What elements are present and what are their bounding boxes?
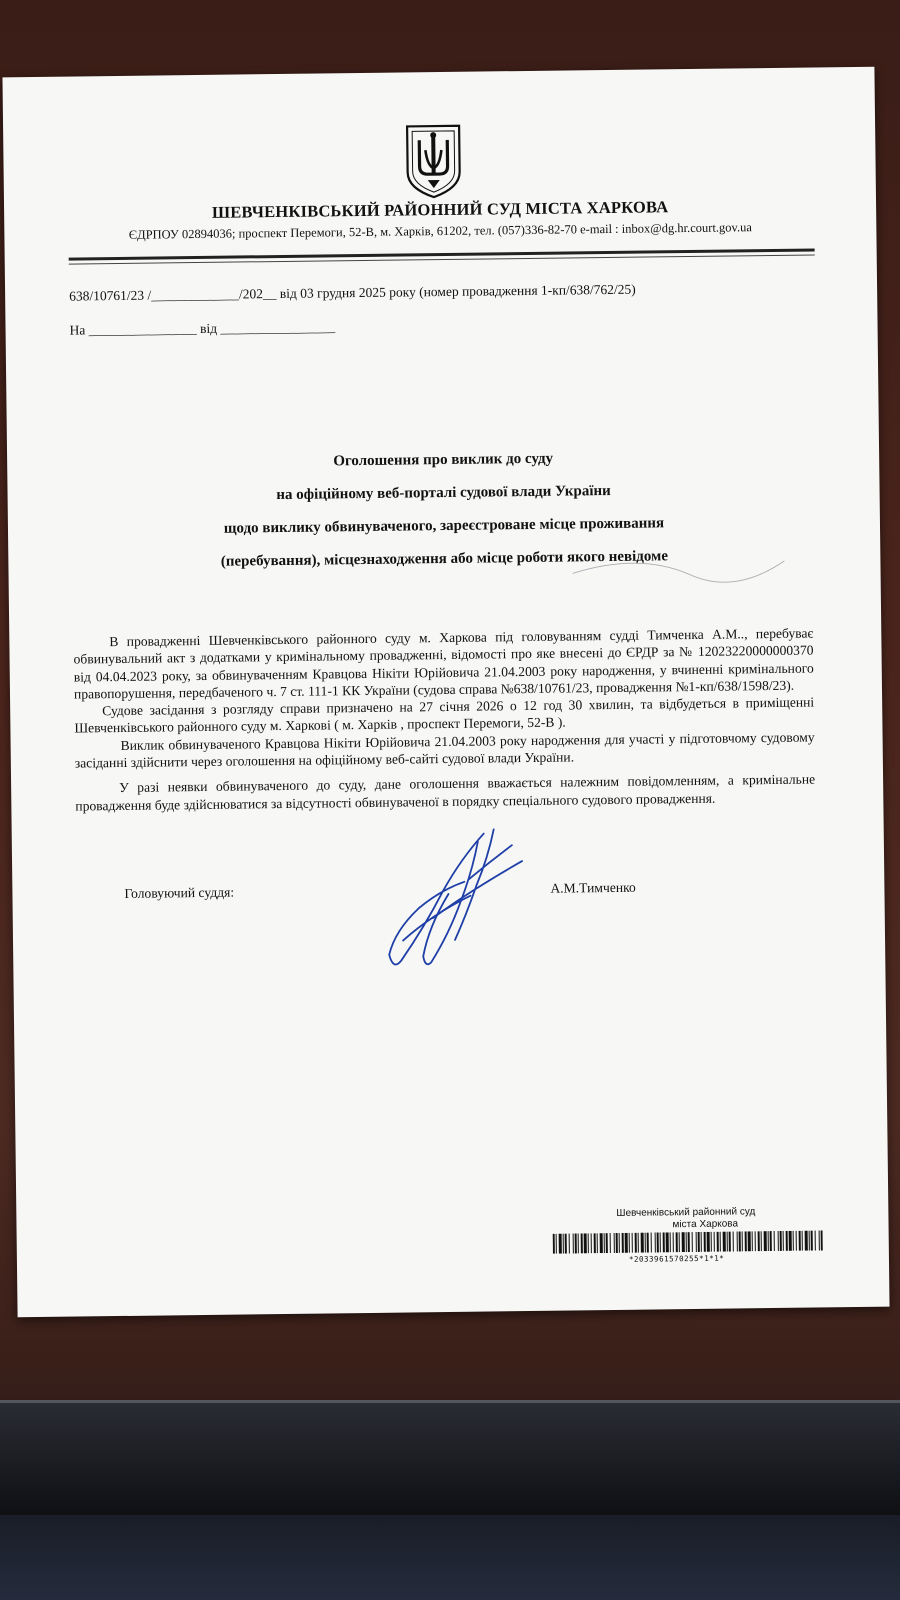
pen-mark — [568, 543, 789, 606]
body-paragraph: Судове засідання з розгляду справи призначено на 27 січня 2026 о 12 год 30 хвилин, та відбудеться в приміщенні Шевченківського районного суду м. Харкові ( м. Харків , проспект Перемоги, 52-В ). — [74, 694, 815, 737]
document-page — [2, 67, 889, 1318]
title-line: Оголошення про виклик до суду — [333, 450, 554, 470]
barcode-icon — [553, 1230, 823, 1253]
floor-background — [0, 1515, 900, 1600]
presiding-judge-name: А.М.Тимченко — [550, 879, 636, 896]
registry-stamp-city: міста Харкова — [672, 1218, 739, 1231]
presiding-judge-label: Головуючий суддя: — [124, 884, 235, 901]
title-line: щодо виклику обвинуваченого, зареєстроване місце проживання — [223, 515, 665, 537]
court-name: ШЕВЧЕНКІВСЬКИЙ РАЙОННИЙ СУД МІСТА ХАРКОВА — [211, 197, 669, 222]
handwritten-signature — [372, 821, 544, 973]
body-paragraph: В провадженні Шевченківського районного суду м. Харкова під головуванням судді Тимченка А.М.., перебуває обвинувальний акт з додатками у кримінальному провадженні, відомості про яке внесені до ЄРДР за № 12023220000000370 від 04.04.2023 року, за обвинуваченням Кравцова Нікіти Юрійовича 21.04.2003 року народження, у вчиненні кримінального правопорушення, передбаченого ч. 7 ст. 111-1 КК України (судова справа №638/10761/23, провадження №1-кп/638/1598/23). — [73, 625, 814, 702]
barcode-number: *2033961570255*1*1* — [628, 1253, 725, 1264]
title-line: на офіційному веб-порталі судової влади України — [276, 482, 611, 504]
court-contacts: ЄДРПОУ 02894036; проспект Перемоги, 52-В, м. Харків, 61202, тел. (057)336-82-70 e-mail : inbox@dg.hr.court.gov.ua — [128, 220, 752, 242]
registry-stamp-court: Шевченківський районний суд — [616, 1206, 756, 1219]
body-paragraph: У разі неявки обвинуваченого до суду, дане оголошення вважається належним повідомленням, а кримінальне провадження буде здійснюватися за відсутності обвинуваченої в порядку спеціального судового провадження. — [75, 771, 816, 814]
trident-emblem-icon — [403, 122, 464, 201]
outgoing-registration-line: 638/10761/23 /_____________/202__ від 03 грудня 2025 року (номер провадження 1-кп/638/762/25) — [69, 281, 636, 304]
incoming-registration-line: На ________________ від _________________ — [69, 319, 336, 338]
announcement-body — [73, 625, 815, 815]
table-edge — [0, 1400, 900, 1518]
body-paragraph: Виклик обвинуваченого Кравцова Нікіти Юрійовича 21.04.2003 року народження для участі у підготовчому судовому засіданні здійснити через оголошення на офіційному веб-сайті судової влади України. — [74, 729, 815, 771]
title-line: (перебування), місцезнаходження або місце роботи якого невідоме — [220, 548, 669, 570]
